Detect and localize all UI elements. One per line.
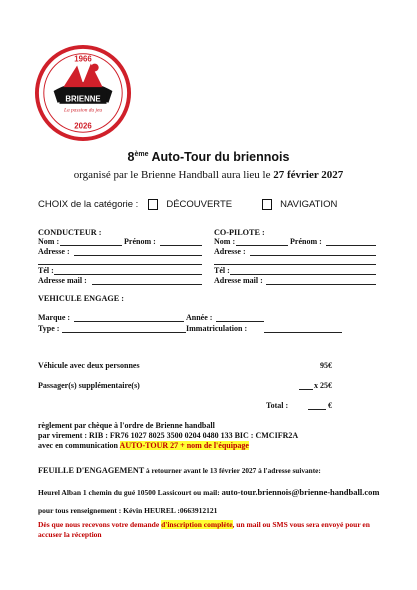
category-choice	[38, 199, 337, 210]
driver-mail-field[interactable]	[92, 284, 202, 285]
driver-tel-label: Tél :	[38, 266, 54, 275]
total-field[interactable]	[308, 409, 326, 410]
vehicle-marque-label: Marque :	[38, 313, 71, 322]
navigation-label: NAVIGATION	[280, 199, 338, 210]
decouverte-checkbox[interactable]	[148, 199, 158, 210]
confirmation-note: Dès que nous recevons votre demande d'inscription complète, un mail ou SMS vous sera envoyé pour en accuser la réception	[38, 520, 370, 539]
driver-adresse-label: Adresse :	[38, 247, 70, 256]
driver-tel-field[interactable]	[54, 274, 202, 275]
contact-email[interactable]: auto-tour.briennois@brienne-handball.com	[221, 487, 380, 497]
payment-cheque: règlement par chèque à l'ordre de Brienne handball	[38, 421, 215, 430]
vehicle-immat-label: Immatriculation :	[186, 324, 248, 333]
vehicle-type-label: Type :	[38, 324, 60, 333]
copilot-adresse-field-2[interactable]	[214, 264, 376, 265]
vehicle-annee-label: Année :	[186, 313, 213, 322]
vehicle-heading: VEHICULE ENGAGE :	[38, 294, 124, 303]
copilot-mail-field[interactable]	[266, 284, 376, 285]
vehicle-annee-field[interactable]	[216, 321, 264, 322]
extra-passenger-count-field[interactable]	[299, 389, 313, 390]
copilot-prenom-label: Prénom :	[290, 237, 322, 246]
navigation-checkbox[interactable]	[262, 199, 272, 210]
return-address: Heurel Alban 1 chemin du gué 10500 Lassicourt ou mail: auto-tour.briennois@brienne-handball.com	[38, 487, 380, 497]
feuille-engagement: FEUILLE D'ENGAGEMENT à retourner avant le 13 février 2027 à l'adresse suivante:	[38, 466, 321, 475]
copilot-prenom-field[interactable]	[326, 245, 376, 246]
vehicle-type-field[interactable]	[62, 332, 186, 333]
form-subtitle: organisé par le Brienne Handball aura lieu le 27 février 2027	[73, 169, 344, 181]
driver-nom-field[interactable]	[60, 245, 122, 246]
confirmation-highlight: d'inscription complète	[161, 520, 233, 529]
driver-heading: CONDUCTEUR :	[38, 228, 102, 237]
copilot-tel-label: Tél :	[214, 266, 230, 275]
payment-rib: par virement : RIB : FR76 1027 8025 3500 0204 0480 133 BIC : CMCIFR2A	[38, 431, 299, 440]
driver-prenom-field[interactable]	[160, 245, 202, 246]
contact-info: pour tous renseignement : Kévin HEUREL :0663912121	[38, 506, 218, 515]
driver-adresse-field[interactable]	[74, 255, 202, 256]
category-label: CHOIX de la catégorie :	[38, 199, 139, 210]
payment-communication: avec en communication AUTO-TOUR 27 + nom de l'équipage	[38, 441, 249, 450]
club-logo	[34, 44, 132, 142]
logo-year-bottom: 2026	[74, 121, 92, 131]
driver-adresse-field-2[interactable]	[38, 264, 202, 265]
driver-prenom-label: Prénom :	[124, 237, 156, 246]
payment-communication-highlight: AUTO-TOUR 27 + nom de l'équipage	[119, 441, 249, 450]
vehicle-immat-field[interactable]	[264, 332, 342, 333]
copilot-tel-field[interactable]	[230, 274, 376, 275]
copilot-adresse-label: Adresse :	[214, 247, 246, 256]
decouverte-label: DÉCOUVERTE	[166, 199, 233, 210]
extra-passenger-price: x 25€	[314, 381, 332, 390]
total-unit: €	[328, 401, 332, 410]
copilot-nom-field[interactable]	[236, 245, 288, 246]
copilot-heading: CO-PILOTE :	[214, 228, 265, 237]
driver-nom-label: Nom :	[38, 237, 60, 246]
form-title: 8ème Auto-Tour du briennois	[127, 150, 290, 164]
copilot-mail-label: Adresse mail :	[214, 276, 263, 285]
two-persons-label: Véhicule avec deux personnes	[38, 361, 140, 370]
total-label: Total :	[266, 401, 289, 410]
logo-slogan: La passion du jeu	[63, 107, 103, 114]
copilot-nom-label: Nom :	[214, 237, 236, 246]
two-persons-price: 95€	[320, 361, 332, 370]
logo-name: BRIENNE	[65, 94, 101, 104]
driver-mail-label: Adresse mail :	[38, 276, 87, 285]
copilot-adresse-field[interactable]	[250, 255, 376, 256]
extra-passenger-label: Passager(s) supplémentaire(s)	[38, 381, 140, 390]
vehicle-marque-field[interactable]	[74, 321, 184, 322]
logo-year-top: 1966	[74, 54, 92, 64]
